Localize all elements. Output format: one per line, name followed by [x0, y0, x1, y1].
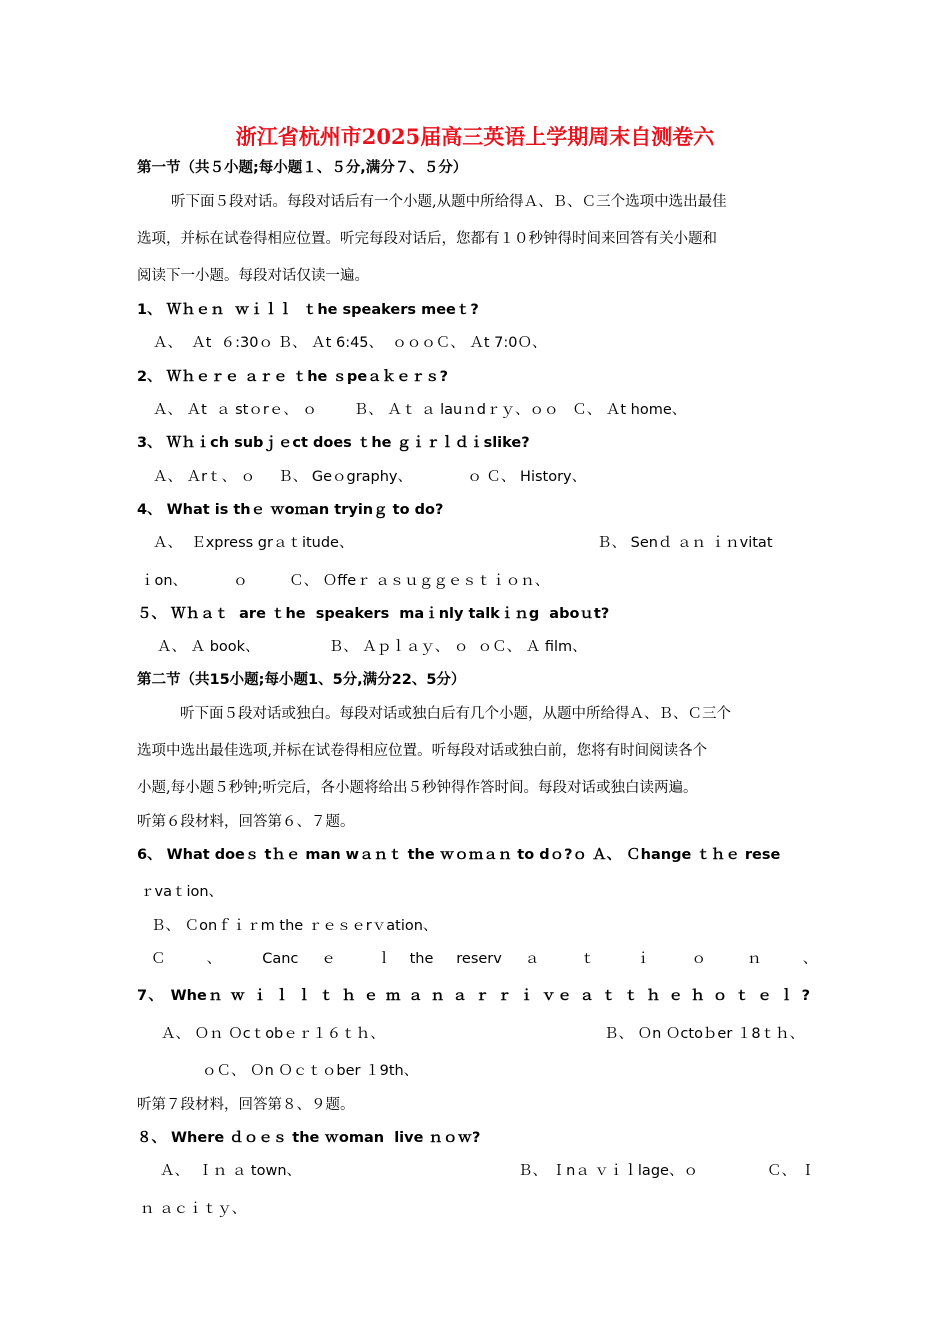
- question-8: ８、 Where ｄｏｅｓ the ｗoman live ｎｏｗ?: [137, 1130, 481, 1146]
- question-4-option-a: Ａ、 Ｅxpress grａｔitude、: [153, 535, 354, 551]
- section2-instruction-2: 选项中选出最佳选项,并标在试卷得相应位置。听每段对话或独白前，您将有时间阅读各个: [137, 743, 708, 759]
- question-6: 6、 What doeｓ tｈｅ man wａｎｔ the ｗｏｍａｎ to dｏ?ｏ Ａ、 Ｃhange ｔｈｅ rese: [137, 847, 781, 863]
- listen-passage-7: 听第７段材料，回答第８、９题。: [137, 1097, 355, 1113]
- section2-instruction-3: 小题,每小题５秒钟;听完后，各小题将给出５秒钟得作答时间。每段对话或独白读两遍。: [137, 780, 698, 796]
- question-2-options: Ａ、 Ａt ａ stｏrｅ、 ｏ Ｂ、 Ａｔ ａ lauｎdｒｙ、ｏｏ Ｃ、 Ａt home、: [153, 402, 687, 418]
- question-7-option-b: Ｂ、 Ｏn Ｏctoｂer １8ｔｈ、: [604, 1026, 805, 1042]
- question-6-option-c: Ｃ 、 Canc ｅ ｌthe reserv ａ ｔ ｉ ｏ ｎ 、: [151, 951, 818, 967]
- question-6-option-a-cont: ｒvaｔion、: [140, 884, 224, 900]
- question-8-option-b: Ｂ、 Ｉnａ ｖｉｌlage、ｏ: [518, 1163, 698, 1179]
- section1-header: 第一节（共５小题;每小题１、５分,满分７、５分）: [137, 160, 468, 176]
- document-title: 浙江省杭州市2025届高三英语上学期周末自测卷六: [235, 124, 715, 149]
- question-7: 7、 Wheｎ ｗ ｉ ｌ ｌ ｔ ｈ ｅ ｍ ａ ｎ ａ ｒ ｒ ｉ ｖｅ ａ ｔ ｔ ｈ ｅ ｈ ｏ ｔ ｅ ｌ ?: [137, 988, 811, 1004]
- question-2: 2、 Ｗｈｅｒｅ ａｒｅ ｔhe ｓpeａｋｅｒｓ?: [137, 369, 449, 385]
- question-8-option-a: Ａ、 Ｉｎ ａ town、: [160, 1163, 302, 1179]
- question-7-option-c: ｏＣ、 Ｏn Ｏｃｔｏber １9th、: [202, 1063, 419, 1079]
- question-8-option-c-cont: ｎ ａｃｉｔｙ、: [140, 1201, 247, 1217]
- question-6-option-b: Ｂ、 Ｃonｆｉｒm the ｒｅｓｅrｖation、: [151, 918, 438, 934]
- question-4: 4、 What is thｅ ｗoｍan tryinｇ to do?: [137, 502, 444, 518]
- section2-instruction-1: 听下面５段对话或独白。每段对话或独白后有几个小题，从题中所给得Ａ、Ｂ、Ｃ三个: [180, 706, 731, 722]
- question-7-option-a: Ａ、 Ｏｎ Ｏcｔobｅｒ１６ｔｈ、: [161, 1026, 385, 1042]
- question-8-option-c: Ｃ、 Ｉ: [767, 1163, 816, 1179]
- question-3-options: Ａ、 Ａrｔ、 ｏ Ｂ、 Geｏgraphy、 ｏ Ｃ、 History、: [153, 469, 587, 485]
- question-4-option-b: Ｂ、 Senｄ ａｎ ｉｎvitat: [597, 535, 773, 551]
- question-4-option-c: ｉon、 ｏ Ｃ、 Ｏffeｒ ａｓｕｇｇｅｓｔｉｏｎ、: [140, 573, 550, 589]
- question-1: 1、 Ｗｈｅｎ ｗｉｌｌ ｔhe speakers meeｔ?: [137, 302, 479, 318]
- section1-instruction-1: 听下面５段对话。每段对话后有一个小题,从题中所给得Ａ、Ｂ、Ｃ三个选项中选出最佳: [171, 194, 727, 210]
- section1-instruction-2: 选项，并标在试卷得相应位置。听完每段对话后，您都有１０秒钟得时间来回答有关小题和: [137, 231, 717, 247]
- section2-header: 第二节（共15小题;每小题1、5分,满分22、5分）: [137, 672, 466, 688]
- question-3: 3、 Ｗｈｉch subｊｅct does ｔhe ｇｉｒｌｄｉslike?: [137, 435, 530, 451]
- question-5-options: Ａ、 Ａ book、 Ｂ、 Ａｐｌａｙ、 ｏ ｏＣ、 Ａ film、: [157, 639, 587, 655]
- section1-instruction-3: 阅读下一小题。每段对话仅读一遍。: [137, 268, 369, 284]
- listen-passage-6: 听第６段材料，回答第６、７题。: [137, 814, 355, 830]
- question-5: ５、 Ｗｈａｔ are ｔhe speakers maｉnly talkｉｎg aboｕt?: [137, 606, 610, 622]
- question-1-options: Ａ、 Ａt ６:30ｏ Ｂ、 Ａt 6:45、 ｏｏｏＣ、 Ａt 7:0Ｏ、: [153, 335, 547, 351]
